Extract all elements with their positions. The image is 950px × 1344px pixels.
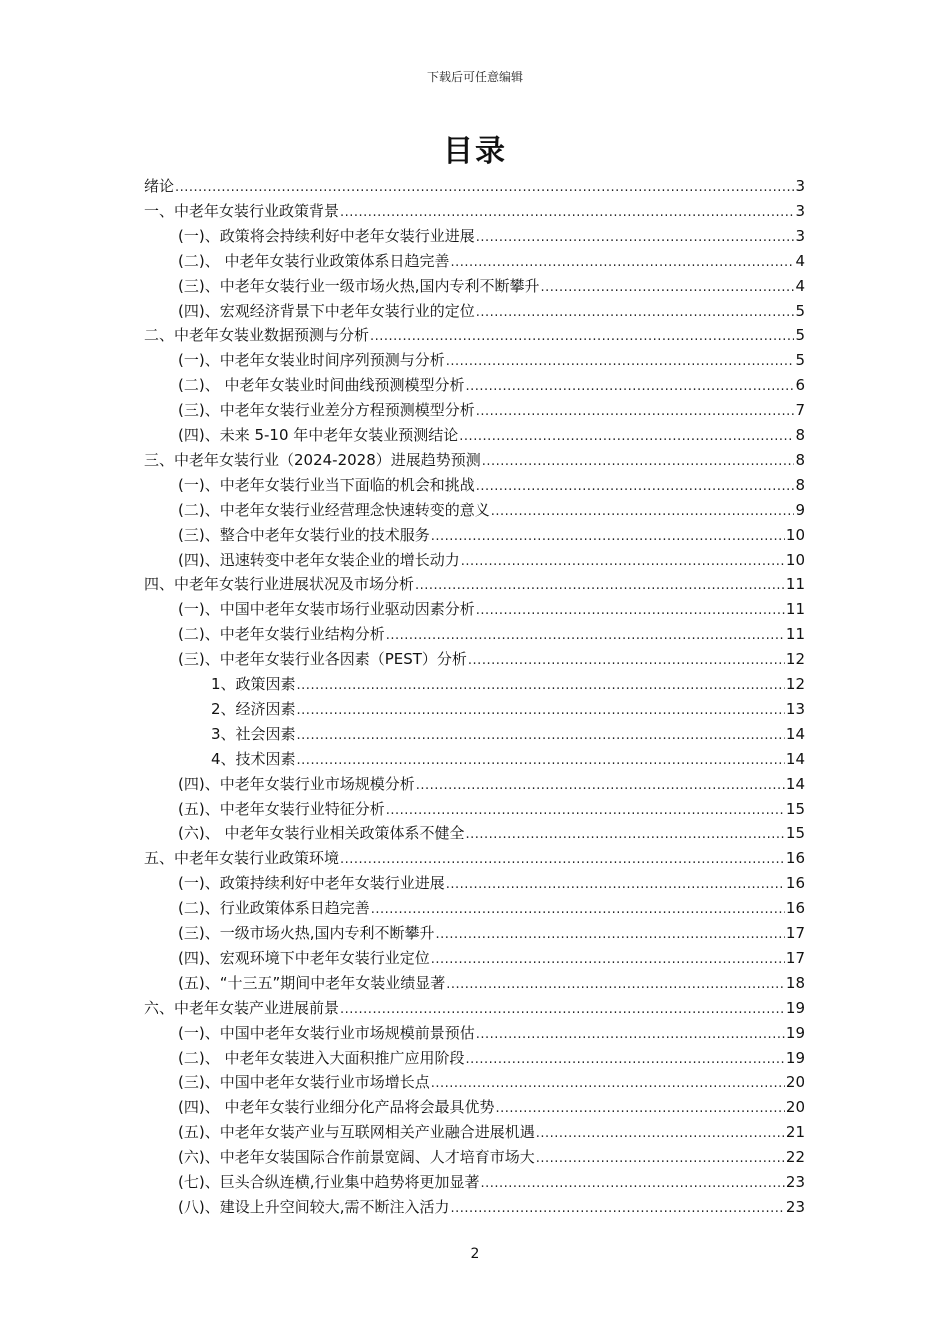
toc-entry-page: 11	[785, 600, 805, 619]
toc-entry-title: 六、中老年女装产业进展前景	[144, 998, 340, 1017]
toc-entry-page: 14	[785, 749, 805, 768]
toc-entry-page: 12	[785, 650, 805, 669]
toc-entry[interactable]	[178, 946, 805, 970]
toc-entry-title: (二)、 中老年女装业时间曲线预测模型分析	[178, 376, 465, 395]
toc-leader-dots	[370, 325, 794, 349]
toc-leader-dots	[297, 724, 785, 748]
toc-entry-title: (一)、中老年女装业时间序列预测与分析	[178, 351, 445, 370]
toc-entry[interactable]	[178, 597, 805, 621]
toc-entry-page: 5	[795, 301, 805, 320]
toc-entry-page: 17	[785, 948, 805, 967]
toc-leader-dots	[431, 525, 785, 549]
toc-leader-dots	[446, 973, 785, 997]
toc-leader-dots	[476, 599, 785, 623]
toc-leader-dots	[461, 550, 785, 574]
toc-leader-dots	[340, 998, 785, 1022]
toc-leader-dots	[297, 749, 785, 773]
toc-leader-dots	[416, 774, 785, 798]
toc-entry-title: (二)、 中老年女装行业政策体系日趋完善	[178, 251, 450, 270]
toc-entry-title: (一)、政策持续利好中老年女装行业进展	[178, 874, 445, 893]
toc-entry-title: (四)、宏观经济背景下中老年女装行业的定位	[178, 301, 475, 320]
toc-entry-title: 四、中老年女装行业进展状况及市场分析	[144, 575, 415, 594]
toc-entry-title: 4、技术因素	[211, 749, 296, 768]
toc-entry-title: 五、中老年女装行业政策环境	[144, 849, 340, 868]
toc-leader-dots	[446, 350, 795, 374]
toc-entry-title: (一)、政策将会持续利好中老年女装行业进展	[178, 226, 475, 245]
toc-entry-page: 15	[785, 824, 805, 843]
toc-entry-title: (一)、中老年女装行业当下面临的机会和挑战	[178, 475, 475, 494]
toc-entry[interactable]	[178, 373, 805, 397]
toc-entry-page: 8	[795, 450, 805, 469]
toc-entry-page: 5	[795, 351, 805, 370]
toc-entry-page: 15	[785, 799, 805, 818]
toc-leader-dots	[431, 1072, 785, 1096]
toc-leader-dots	[415, 574, 785, 598]
toc-entry-title: (五)、“十三五”期间中老年女装业绩显著	[178, 973, 446, 992]
toc-entry-title: 绪论	[144, 177, 175, 195]
toc-entry[interactable]	[178, 1195, 805, 1219]
toc-leader-dots	[491, 500, 795, 524]
toc-entry-title: (七)、巨头合纵连横,行业集中趋势将更加显著	[178, 1173, 480, 1191]
toc-leader-dots	[340, 201, 794, 225]
toc-entry-title: (二)、行业政策体系日趋完善	[178, 899, 370, 918]
toc-entry[interactable]	[178, 224, 805, 248]
toc-entry-title: (四)、迅速转变中老年女装企业的增长动力	[178, 550, 460, 569]
page-title: 目录	[443, 134, 507, 169]
toc-entry[interactable]	[178, 548, 805, 572]
toc-entry-page: 6	[795, 376, 805, 395]
toc-leader-dots	[495, 1097, 784, 1121]
toc-entry[interactable]	[144, 199, 805, 223]
toc-entry-page: 14	[785, 774, 805, 793]
toc-entry-page: 17	[785, 924, 805, 942]
toc-entry-page: 9	[795, 500, 805, 519]
toc-entry-title: (六)、中老年女装国际合作前景宽阔、人才培育市场大	[178, 1148, 535, 1167]
toc-entry-page: 8	[795, 426, 805, 444]
toc-entry-page: 20	[785, 1073, 805, 1092]
toc-leader-dots	[446, 873, 785, 897]
toc-entry[interactable]	[178, 348, 805, 372]
toc-leader-dots	[536, 1147, 785, 1171]
toc-entry[interactable]	[178, 473, 805, 497]
toc-leader-dots	[386, 799, 785, 823]
toc-entry[interactable]	[178, 299, 805, 323]
toc-entry-page: 10	[785, 525, 805, 544]
toc-leader-dots	[297, 699, 785, 723]
header-note: 下载后可任意编辑	[426, 70, 523, 84]
toc-leader-dots	[540, 276, 794, 300]
toc-leader-dots	[450, 251, 794, 275]
toc-entry-title: (五)、中老年女装产业与互联网相关产业融合进展机遇	[178, 1123, 535, 1142]
toc-entry-title: 一、中老年女装行业政策背景	[144, 201, 340, 220]
toc-entry-title: (三)、中老年女装行业一级市场火热,国内专利不断攀升	[178, 276, 540, 295]
toc-leader-dots	[465, 1048, 784, 1072]
toc-leader-dots	[468, 649, 785, 673]
toc-entry-page: 16	[785, 874, 805, 893]
toc-entry-title: (三)、中老年女装行业差分方程预测模型分析	[178, 401, 475, 420]
toc-entry-page: 11	[785, 625, 805, 644]
toc-entry[interactable]	[178, 821, 805, 845]
toc-entry-page: 21	[785, 1123, 805, 1142]
toc-entry-page: 23	[785, 1197, 805, 1216]
toc-entry[interactable]	[211, 747, 805, 771]
toc-entry[interactable]	[144, 174, 805, 198]
toc-entry-title: 1、政策因素	[211, 675, 296, 693]
toc-leader-dots	[480, 1172, 784, 1196]
toc-entry-page: 3	[795, 177, 805, 195]
toc-entry[interactable]	[211, 722, 805, 746]
toc-entry[interactable]	[144, 572, 805, 596]
toc-entry-title: 三、中老年女装行业（2024-2028）进展趋势预测	[144, 450, 481, 469]
toc-entry-title: (二)、 中老年女装进入大面积推广应用阶段	[178, 1048, 465, 1067]
toc-entry-page: 4	[795, 276, 805, 295]
toc-leader-dots	[476, 475, 795, 499]
toc-leader-dots	[476, 400, 795, 424]
toc-entry[interactable]	[178, 423, 805, 447]
toc-entry[interactable]	[178, 921, 805, 945]
toc-entry-page: 10	[785, 550, 805, 569]
toc-entry[interactable]	[144, 996, 805, 1020]
toc-entry-title: (三)、一级市场火热,国内专利不断攀升	[178, 924, 435, 942]
toc-leader-dots	[482, 450, 795, 474]
toc-leader-dots	[476, 1023, 785, 1047]
toc-entry-page: 11	[785, 575, 805, 594]
toc-entry-title: 2、经济因素	[211, 699, 296, 718]
toc-leader-dots	[435, 923, 784, 947]
toc-entry[interactable]	[178, 1021, 805, 1045]
toc-entry-page: 5	[795, 326, 805, 345]
toc-entry-page: 3	[795, 201, 805, 220]
toc-leader-dots	[536, 1122, 785, 1146]
toc-leader-dots	[465, 375, 794, 399]
toc-entry-title: 二、中老年女装业数据预测与分析	[144, 326, 370, 345]
toc-entry[interactable]	[178, 274, 805, 298]
toc-entry[interactable]	[178, 1070, 805, 1094]
toc-entry-title: (二)、中老年女装行业经营理念快速转变的意义	[178, 500, 490, 519]
toc-entry-page: 19	[785, 998, 805, 1017]
toc-entry-page: 19	[785, 1048, 805, 1067]
toc-leader-dots	[297, 674, 785, 698]
toc-leader-dots	[476, 301, 795, 325]
toc-leader-dots	[450, 1197, 784, 1221]
toc-entry[interactable]	[178, 523, 805, 547]
toc-entry[interactable]	[178, 797, 805, 821]
toc-entry-title: (三)、中国中老年女装行业市场增长点	[178, 1073, 430, 1092]
toc-entry-page: 7	[795, 401, 805, 420]
toc-entry[interactable]	[211, 697, 805, 721]
toc-entry[interactable]	[211, 672, 805, 696]
toc-entry[interactable]	[144, 846, 805, 870]
toc-entry-page: 8	[795, 475, 805, 494]
toc-entry[interactable]	[178, 772, 805, 796]
toc-entry[interactable]	[178, 1145, 805, 1169]
toc-entry-title: (三)、整合中老年女装行业的技术服务	[178, 525, 430, 544]
toc-entry-page: 13	[785, 699, 805, 718]
toc-entry[interactable]	[178, 249, 805, 273]
toc-entry-title: (二)、中老年女装行业结构分析	[178, 625, 385, 644]
toc-entry-title: (八)、建设上升空间较大,需不断注入活力	[178, 1197, 450, 1216]
toc-entry-page: 23	[785, 1173, 805, 1191]
toc-entry[interactable]	[178, 1046, 805, 1070]
toc-entry-title: (五)、中老年女装行业特征分析	[178, 799, 385, 818]
toc-entry-title: (四)、未来 5-10 年中老年女装业预测结论	[178, 426, 459, 444]
toc-entry-page: 12	[785, 675, 805, 693]
toc-entry-page: 20	[785, 1098, 805, 1117]
toc-entry[interactable]	[144, 323, 805, 347]
toc-entry-page: 18	[785, 973, 805, 992]
toc-entry-title: (三)、中老年女装行业各因素（PEST）分析	[178, 650, 467, 669]
toc-entry-page: 16	[785, 899, 805, 918]
toc-entry[interactable]	[178, 971, 805, 995]
toc-leader-dots	[459, 425, 794, 449]
toc-entry[interactable]	[178, 896, 805, 920]
toc-entry-title: (四)、 中老年女装行业细分化产品将会最具优势	[178, 1098, 495, 1117]
toc-leader-dots	[431, 948, 785, 972]
toc-entry-title: (一)、中国中老年女装行业市场规模前景预估	[178, 1023, 475, 1042]
toc-leader-dots	[476, 226, 795, 250]
toc-entry[interactable]	[178, 1120, 805, 1144]
toc-entry[interactable]	[178, 1170, 805, 1194]
toc-entry-page: 22	[785, 1148, 805, 1167]
toc-entry-title: (四)、宏观环境下中老年女装行业定位	[178, 948, 430, 967]
page-number: 2	[470, 1246, 480, 1262]
toc-leader-dots	[340, 848, 785, 872]
toc-entry[interactable]	[178, 1095, 805, 1119]
toc-entry-page: 3	[795, 226, 805, 245]
toc-entry-page: 4	[795, 251, 805, 270]
toc-entry-page: 14	[785, 724, 805, 743]
toc-entry[interactable]	[178, 622, 805, 646]
toc-entry-page: 16	[785, 849, 805, 868]
toc-entry[interactable]	[144, 448, 805, 472]
toc-entry[interactable]	[178, 871, 805, 895]
toc-entry-title: (一)、中国中老年女装市场行业驱动因素分析	[178, 600, 475, 619]
toc-entry-title: 3、社会因素	[211, 724, 296, 743]
toc-entry[interactable]	[178, 398, 805, 422]
toc-entry-title: (四)、中老年女装行业市场规模分析	[178, 774, 415, 793]
toc-leader-dots	[371, 898, 785, 922]
toc-leader-dots	[386, 624, 785, 648]
toc-leader-dots	[175, 176, 794, 200]
toc-entry[interactable]	[178, 647, 805, 671]
toc-leader-dots	[465, 823, 784, 847]
toc-entry[interactable]	[178, 498, 805, 522]
toc-entry-title: (六)、 中老年女装行业相关政策体系不健全	[178, 824, 465, 843]
toc-entry-page: 19	[785, 1023, 805, 1042]
